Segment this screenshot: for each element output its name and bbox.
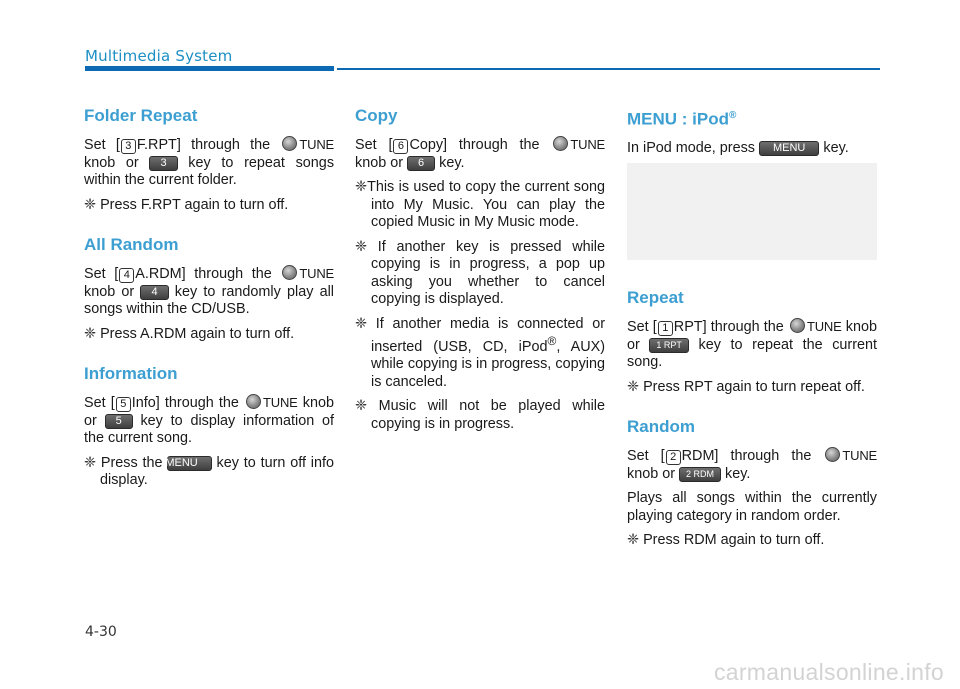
tune-knob-icon bbox=[282, 265, 297, 280]
note-mark-icon: ❈ bbox=[84, 454, 97, 471]
tune-label: TUNE bbox=[263, 395, 298, 410]
information-instructions bbox=[84, 394, 334, 448]
tune-knob-icon bbox=[790, 318, 805, 333]
key-2-rdm-icon: 2 RDM bbox=[679, 467, 721, 482]
key-3-icon: 3 bbox=[149, 156, 177, 171]
number-1-icon: 1 bbox=[658, 321, 673, 336]
rest-text: key. bbox=[435, 154, 465, 171]
set-text: Set [ bbox=[84, 266, 119, 282]
rest-text: key to repeat the current song. bbox=[627, 336, 878, 370]
heading-information: Information bbox=[84, 364, 178, 383]
note-mark-icon: ❈ bbox=[84, 325, 97, 342]
repeat-note bbox=[627, 379, 877, 397]
section-title: Multimedia System bbox=[85, 47, 233, 65]
number-4-icon: 4 bbox=[119, 268, 134, 283]
rest-text: key to display information of the current song. bbox=[84, 412, 334, 446]
folder-repeat-instructions bbox=[84, 136, 334, 190]
rest-text: key to repeat songs within the current folder. bbox=[84, 154, 335, 188]
tune-label: TUNE bbox=[806, 319, 842, 334]
note-mark-icon: ❈ bbox=[627, 378, 640, 395]
note-text: This is used to copy the current song into My Music. You can play the copied Music in My Music mode. bbox=[367, 179, 605, 230]
key-1-rpt-icon: 1 RPT bbox=[649, 338, 689, 353]
knob-or-text: knob or bbox=[84, 395, 334, 429]
menu-ipod-text bbox=[627, 140, 877, 158]
tune-label: TUNE bbox=[299, 266, 334, 281]
heading-random: Random bbox=[627, 417, 695, 436]
through-text: through the bbox=[718, 448, 824, 464]
set-text: Set [ bbox=[627, 319, 657, 335]
header-bar-thin bbox=[337, 68, 880, 70]
note-text: Press A.RDM again to turn off. bbox=[100, 325, 295, 342]
note-text: , AUX) while copying is in progress, copying is canceled. bbox=[371, 338, 605, 390]
note-mark-icon: ❈ bbox=[355, 315, 368, 332]
note-text: Press RPT again to turn repeat off. bbox=[643, 378, 865, 395]
note-text: Press RDM again to turn off. bbox=[643, 532, 825, 548]
knob-or-text: knob or bbox=[355, 154, 407, 171]
tune-knob-icon bbox=[282, 136, 297, 151]
body-text: key. bbox=[819, 139, 849, 156]
all-random-note bbox=[84, 326, 334, 344]
tune-label: TUNE bbox=[842, 448, 877, 463]
mode-text: RPT] bbox=[673, 319, 707, 335]
knob-or-text: knob or bbox=[627, 465, 679, 482]
note-mark-icon: ❈ bbox=[84, 196, 97, 213]
mode-text: F.RPT] bbox=[136, 137, 181, 153]
knob-or-text: knob or bbox=[84, 283, 141, 300]
random-instructions bbox=[627, 447, 877, 483]
copy-note-4 bbox=[355, 398, 605, 433]
rest-text: key to randomly play all songs within the CD/USB. bbox=[84, 283, 335, 317]
tune-label: TUNE bbox=[570, 137, 605, 152]
mode-text: Info] bbox=[131, 395, 160, 411]
note-mark-icon: ❈ bbox=[355, 238, 368, 255]
mode-text: Copy] bbox=[409, 137, 448, 153]
tune-label: TUNE bbox=[299, 137, 334, 152]
number-6-icon: 6 bbox=[393, 139, 408, 154]
information-note bbox=[84, 455, 334, 490]
through-text: through the bbox=[159, 395, 245, 411]
through-text: through the bbox=[706, 319, 788, 335]
watermark: carmanualsonline.info bbox=[713, 659, 944, 685]
mode-text: RDM] bbox=[681, 448, 719, 464]
tune-knob-icon bbox=[825, 447, 840, 462]
random-body: Plays all songs within the currently playing category in random order. bbox=[627, 490, 877, 524]
mode-text: A.RDM] bbox=[135, 266, 186, 282]
column-right bbox=[627, 106, 877, 157]
header-bar-thick bbox=[85, 66, 334, 71]
heading-repeat: Repeat bbox=[627, 288, 684, 307]
through-text: through the bbox=[447, 137, 552, 153]
all-random-instructions bbox=[84, 265, 334, 319]
folder-repeat-note bbox=[84, 197, 334, 215]
note-text: If another media is connected or inserted (USB, CD, iPod bbox=[371, 315, 606, 355]
random-note bbox=[627, 532, 877, 550]
menu-key-icon: MENU bbox=[759, 141, 819, 156]
note-text: key to turn off info display. bbox=[100, 454, 334, 488]
body-text: In iPod mode, press bbox=[627, 139, 759, 156]
through-text: through the bbox=[185, 266, 281, 282]
number-2-icon: 2 bbox=[666, 450, 681, 465]
copy-note-2 bbox=[355, 239, 605, 309]
copy-note-1 bbox=[355, 179, 605, 232]
note-mark-icon: ❈ bbox=[355, 398, 368, 415]
copy-note-3 bbox=[355, 316, 605, 392]
set-text: Set [ bbox=[627, 448, 665, 464]
column-right-lower bbox=[627, 288, 877, 550]
set-text: Set [ bbox=[84, 395, 115, 411]
ipod-menu-image-area bbox=[627, 163, 877, 260]
registered-mark: ® bbox=[547, 334, 557, 348]
number-5-icon: 5 bbox=[116, 397, 131, 412]
note-mark-icon: ❈ bbox=[627, 532, 640, 548]
column-middle bbox=[355, 106, 605, 433]
knob-or-text: knob or bbox=[627, 319, 877, 353]
page-number: 4-30 bbox=[85, 624, 117, 640]
copy-instructions bbox=[355, 136, 605, 172]
number-3-icon: 3 bbox=[121, 139, 136, 154]
knob-or-text: knob or bbox=[84, 154, 150, 171]
heading-all-random: All Random bbox=[84, 235, 179, 254]
note-text: Press the bbox=[100, 454, 168, 471]
through-text: through the bbox=[180, 137, 281, 153]
note-text: Press F.RPT again to turn off. bbox=[100, 196, 289, 213]
tune-knob-icon bbox=[246, 394, 261, 409]
key-5-icon: 5 bbox=[105, 414, 133, 429]
set-text: Set [ bbox=[84, 137, 120, 153]
key-4-icon: 4 bbox=[140, 285, 168, 300]
heading-folder-repeat: Folder Repeat bbox=[84, 106, 198, 125]
heading-menu-ipod: MENU : iPod® bbox=[627, 109, 737, 129]
set-text: Set [ bbox=[355, 137, 393, 153]
note-text: Music will not be played while copying is in progress. bbox=[371, 398, 606, 432]
key-6-icon: 6 bbox=[407, 156, 435, 171]
note-text: If another key is pressed while copying is in progress, a pop up asking you whether to cancel copying is displayed. bbox=[371, 238, 606, 307]
repeat-instructions bbox=[627, 318, 877, 372]
tune-knob-icon bbox=[553, 136, 568, 151]
menu-key-icon: MENU bbox=[167, 456, 211, 471]
column-left bbox=[84, 106, 334, 490]
rest-text: key. bbox=[721, 465, 751, 482]
note-mark-icon: ❈ bbox=[355, 179, 368, 195]
heading-copy: Copy bbox=[355, 106, 398, 125]
